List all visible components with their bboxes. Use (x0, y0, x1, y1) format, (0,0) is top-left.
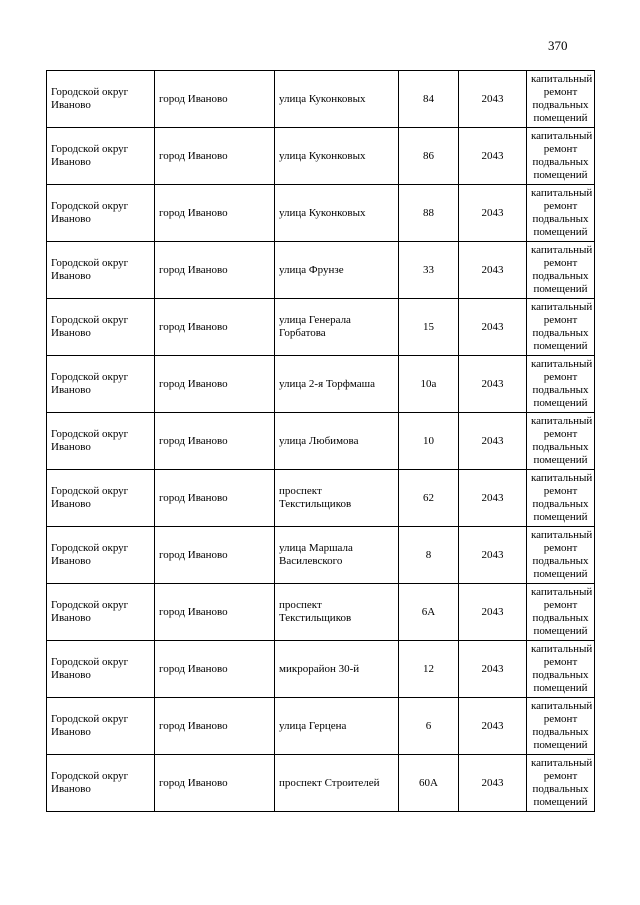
house-number-cell: 8 (399, 527, 459, 584)
municipality-cell: Городской округ Иваново (47, 71, 155, 128)
street-cell: улица Куконковых (275, 185, 399, 242)
year-cell: 2043 (459, 71, 527, 128)
settlement-cell: город Иваново (155, 356, 275, 413)
settlement-cell: город Иваново (155, 698, 275, 755)
year-cell: 2043 (459, 128, 527, 185)
municipality-cell: Городской округ Иваново (47, 128, 155, 185)
table-row (47, 71, 595, 128)
table-row (47, 527, 595, 584)
year-cell: 2043 (459, 413, 527, 470)
street-cell: улица Герцена (275, 698, 399, 755)
house-number-cell: 33 (399, 242, 459, 299)
table-row (47, 641, 595, 698)
work-type-cell: капитальный ремонт подвальных помещений (527, 755, 595, 812)
table-row (47, 242, 595, 299)
work-type-cell: капитальный ремонт подвальных помещений (527, 470, 595, 527)
house-number-cell: 15 (399, 299, 459, 356)
municipality-cell: Городской округ Иваново (47, 470, 155, 527)
house-number-cell: 86 (399, 128, 459, 185)
street-cell: проспект Текстильщиков (275, 584, 399, 641)
settlement-cell: город Иваново (155, 527, 275, 584)
house-number-cell: 10а (399, 356, 459, 413)
year-cell: 2043 (459, 185, 527, 242)
street-cell: улица Куконковых (275, 71, 399, 128)
year-cell: 2043 (459, 299, 527, 356)
house-number-cell: 84 (399, 71, 459, 128)
house-number-cell: 10 (399, 413, 459, 470)
street-cell: проспект Текстильщиков (275, 470, 399, 527)
municipality-cell: Городской округ Иваново (47, 185, 155, 242)
municipality-cell: Городской округ Иваново (47, 755, 155, 812)
municipality-cell: Городской округ Иваново (47, 641, 155, 698)
street-cell: улица Любимова (275, 413, 399, 470)
table-row (47, 584, 595, 641)
settlement-cell: город Иваново (155, 470, 275, 527)
work-type-cell: капитальный ремонт подвальных помещений (527, 242, 595, 299)
street-cell: улица 2-я Торфмаша (275, 356, 399, 413)
table-row (47, 698, 595, 755)
municipality-cell: Городской округ Иваново (47, 527, 155, 584)
work-type-cell: капитальный ремонт подвальных помещений (527, 71, 595, 128)
work-type-cell: капитальный ремонт подвальных помещений (527, 356, 595, 413)
table-row (47, 185, 595, 242)
table-row (47, 413, 595, 470)
municipality-cell: Городской округ Иваново (47, 413, 155, 470)
street-cell: микрорайон 30-й (275, 641, 399, 698)
house-number-cell: 12 (399, 641, 459, 698)
settlement-cell: город Иваново (155, 185, 275, 242)
registry-table (46, 70, 595, 812)
settlement-cell: город Иваново (155, 71, 275, 128)
street-cell: проспект Строителей (275, 755, 399, 812)
work-type-cell: капитальный ремонт подвальных помещений (527, 698, 595, 755)
work-type-cell: капитальный ремонт подвальных помещений (527, 413, 595, 470)
registry-table-body (47, 71, 595, 812)
municipality-cell: Городской округ Иваново (47, 242, 155, 299)
year-cell: 2043 (459, 584, 527, 641)
settlement-cell: город Иваново (155, 242, 275, 299)
settlement-cell: город Иваново (155, 413, 275, 470)
table-row (47, 128, 595, 185)
table-row (47, 470, 595, 527)
house-number-cell: 88 (399, 185, 459, 242)
municipality-cell: Городской округ Иваново (47, 299, 155, 356)
house-number-cell: 60А (399, 755, 459, 812)
work-type-cell: капитальный ремонт подвальных помещений (527, 299, 595, 356)
settlement-cell: город Иваново (155, 755, 275, 812)
work-type-cell: капитальный ремонт подвальных помещений (527, 641, 595, 698)
table-row (47, 755, 595, 812)
work-type-cell: капитальный ремонт подвальных помещений (527, 185, 595, 242)
settlement-cell: город Иваново (155, 641, 275, 698)
street-cell: улица Генерала Горбатова (275, 299, 399, 356)
municipality-cell: Городской округ Иваново (47, 356, 155, 413)
settlement-cell: город Иваново (155, 299, 275, 356)
year-cell: 2043 (459, 641, 527, 698)
house-number-cell: 62 (399, 470, 459, 527)
year-cell: 2043 (459, 356, 527, 413)
work-type-cell: капитальный ремонт подвальных помещений (527, 527, 595, 584)
house-number-cell: 6 (399, 698, 459, 755)
street-cell: улица Маршала Василевского (275, 527, 399, 584)
table-row (47, 299, 595, 356)
year-cell: 2043 (459, 470, 527, 527)
year-cell: 2043 (459, 698, 527, 755)
street-cell: улица Куконковых (275, 128, 399, 185)
work-type-cell: капитальный ремонт подвальных помещений (527, 584, 595, 641)
municipality-cell: Городской округ Иваново (47, 698, 155, 755)
settlement-cell: город Иваново (155, 584, 275, 641)
year-cell: 2043 (459, 242, 527, 299)
municipality-cell: Городской округ Иваново (47, 584, 155, 641)
street-cell: улица Фрунзе (275, 242, 399, 299)
work-type-cell: капитальный ремонт подвальных помещений (527, 128, 595, 185)
table-row (47, 356, 595, 413)
page-number: 370 (548, 38, 568, 53)
house-number-cell: 6А (399, 584, 459, 641)
year-cell: 2043 (459, 755, 527, 812)
year-cell: 2043 (459, 527, 527, 584)
settlement-cell: город Иваново (155, 128, 275, 185)
